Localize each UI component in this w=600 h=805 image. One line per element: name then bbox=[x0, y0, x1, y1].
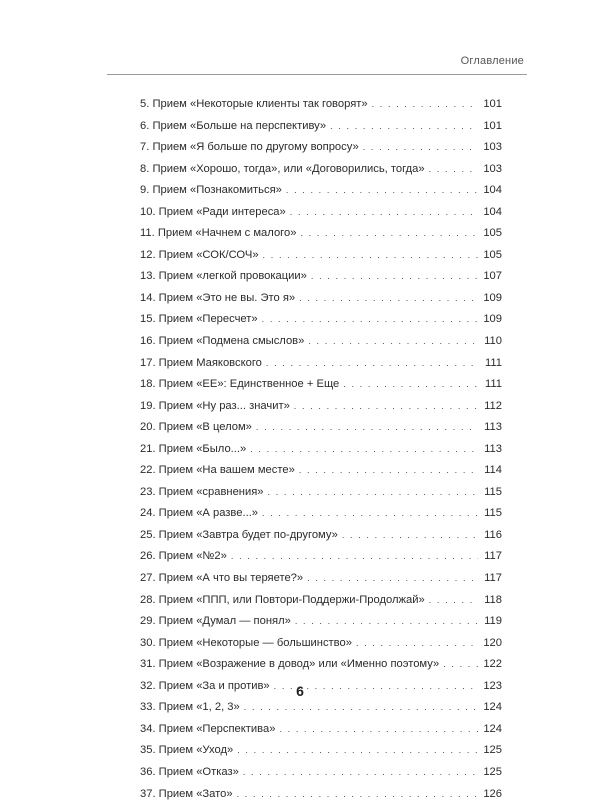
toc-entry-title: 34. Прием «Перспектива» bbox=[140, 719, 275, 741]
toc-entry bbox=[140, 503, 502, 525]
toc-entry-title: 36. Прием «Отказ» bbox=[140, 762, 239, 784]
toc-dot-leader bbox=[286, 180, 478, 202]
toc-entry-page: 115 bbox=[482, 482, 502, 504]
toc-entry-page: 105 bbox=[482, 245, 502, 267]
toc-entry-page: 109 bbox=[482, 288, 502, 310]
running-header-title: Оглавление bbox=[461, 55, 524, 67]
toc-dot-leader bbox=[299, 288, 478, 310]
toc-entry-page: 101 bbox=[482, 116, 502, 138]
toc-dot-leader bbox=[244, 697, 478, 719]
toc-entry bbox=[140, 374, 502, 396]
toc-dot-leader bbox=[372, 94, 478, 116]
toc-dot-leader bbox=[256, 417, 478, 439]
toc-entry bbox=[140, 460, 502, 482]
toc-entry-title: 21. Прием «Было...» bbox=[140, 439, 246, 461]
toc-dot-leader bbox=[250, 439, 478, 461]
toc-entry-page: 113 bbox=[482, 439, 502, 461]
toc-entry bbox=[140, 223, 502, 245]
toc-dot-leader bbox=[356, 633, 478, 655]
toc-dot-leader bbox=[308, 331, 478, 353]
toc-entry-page: 111 bbox=[482, 374, 502, 396]
toc-entry bbox=[140, 417, 502, 439]
toc-entry-page: 118 bbox=[482, 590, 502, 612]
toc-dot-leader bbox=[231, 546, 478, 568]
toc-entry bbox=[140, 546, 502, 568]
toc-entry-page: 103 bbox=[482, 159, 502, 181]
toc-entry-title: 35. Прием «Уход» bbox=[140, 740, 233, 762]
toc-entry-page: 123 bbox=[482, 676, 502, 698]
toc-entry-title: 37. Прием «Зато» bbox=[140, 784, 233, 805]
toc-entry bbox=[140, 137, 502, 159]
toc-entry bbox=[140, 94, 502, 116]
toc-entry bbox=[140, 762, 502, 784]
toc-entry-title: 6. Прием «Больше на перспективу» bbox=[140, 116, 326, 138]
toc-dot-leader bbox=[262, 503, 478, 525]
toc-entry-page: 109 bbox=[482, 309, 502, 331]
toc-entry-page: 125 bbox=[482, 740, 502, 762]
toc-entry-page: 112 bbox=[482, 396, 502, 418]
toc-entry-page: 110 bbox=[482, 331, 502, 353]
toc-entry bbox=[140, 288, 502, 310]
toc-entry-title: 26. Прием «№2» bbox=[140, 546, 227, 568]
toc-dot-leader bbox=[330, 116, 478, 138]
toc-entry-page: 119 bbox=[482, 611, 502, 633]
toc-entry-page: 124 bbox=[482, 719, 502, 741]
toc-entry-title: 8. Прием «Хорошо, тогда», или «Договорились, тогда» bbox=[140, 159, 425, 181]
toc-entry bbox=[140, 568, 502, 590]
toc-entry-title: 27. Прием «А что вы теряете?» bbox=[140, 568, 303, 590]
toc-entry bbox=[140, 331, 502, 353]
toc-entry bbox=[140, 439, 502, 461]
toc-entry-title: 19. Прием «Ну раз... значит» bbox=[140, 396, 290, 418]
toc-entry-title: 10. Прием «Ради интереса» bbox=[140, 202, 286, 224]
toc-entry-title: 11. Прием «Начнем с малого» bbox=[140, 223, 296, 245]
toc-entry-title: 5. Прием «Некоторые клиенты так говорят» bbox=[140, 94, 368, 116]
toc-entry bbox=[140, 697, 502, 719]
toc-entry-page: 104 bbox=[482, 202, 502, 224]
toc-entry-page: 107 bbox=[482, 266, 502, 288]
toc-dot-leader bbox=[279, 719, 478, 741]
toc-entry-title: 20. Прием «В целом» bbox=[140, 417, 252, 439]
toc-entry bbox=[140, 353, 502, 375]
toc-dot-leader bbox=[237, 784, 478, 805]
toc-entry bbox=[140, 245, 502, 267]
toc-dot-leader bbox=[343, 374, 478, 396]
toc-entry-title: 12. Прием «СОК/СОЧ» bbox=[140, 245, 259, 267]
toc-dot-leader bbox=[290, 202, 478, 224]
toc-entry bbox=[140, 180, 502, 202]
toc-dot-leader bbox=[300, 223, 478, 245]
toc-entry bbox=[140, 784, 502, 805]
toc-entry-title: 33. Прием «1, 2, 3» bbox=[140, 697, 240, 719]
toc-entry-title: 23. Прием «сравнения» bbox=[140, 482, 264, 504]
toc-entry bbox=[140, 719, 502, 741]
toc-entry-title: 16. Прием «Подмена смыслов» bbox=[140, 331, 304, 353]
toc-entry-page: 117 bbox=[482, 546, 502, 568]
toc-entry-title: 15. Прием «Пересчет» bbox=[140, 309, 258, 331]
toc-dot-leader bbox=[429, 590, 478, 612]
toc-entry-page: 122 bbox=[482, 654, 502, 676]
toc-entry bbox=[140, 266, 502, 288]
toc-entry-page: 101 bbox=[482, 94, 502, 116]
toc-entry-title: 9. Прием «Познакомиться» bbox=[140, 180, 282, 202]
toc-entry-page: 114 bbox=[482, 460, 502, 482]
toc-entry bbox=[140, 482, 502, 504]
toc-entry bbox=[140, 633, 502, 655]
toc-entry bbox=[140, 611, 502, 633]
toc-entry bbox=[140, 202, 502, 224]
toc-dot-leader bbox=[237, 740, 478, 762]
toc-entry-page: 117 bbox=[482, 568, 502, 590]
toc-dot-leader bbox=[311, 266, 478, 288]
toc-dot-leader bbox=[295, 611, 478, 633]
toc-entry-page: 103 bbox=[482, 137, 502, 159]
toc-dot-leader bbox=[299, 460, 478, 482]
toc-dot-leader bbox=[429, 159, 478, 181]
toc-entry-title: 13. Прием «легкой провокации» bbox=[140, 266, 307, 288]
toc-entry-title: 17. Прием Маяковского bbox=[140, 353, 262, 375]
toc-entry-page: 116 bbox=[482, 525, 502, 547]
toc-entry-title: 28. Прием «ППП, или Повтори-Поддержи-Продолжай» bbox=[140, 590, 425, 612]
toc-entry bbox=[140, 525, 502, 547]
toc-dot-leader bbox=[262, 309, 478, 331]
toc-entry-title: 18. Прием «ЕЕ»: Единственное + Еще bbox=[140, 374, 339, 396]
toc-entry bbox=[140, 116, 502, 138]
toc-entry-page: 125 bbox=[482, 762, 502, 784]
toc-entry bbox=[140, 590, 502, 612]
toc-entry-title: 29. Прием «Думал — понял» bbox=[140, 611, 291, 633]
header-rule bbox=[107, 74, 527, 75]
toc-entry-page: 113 bbox=[482, 417, 502, 439]
toc-entry-title: 24. Прием «А разве...» bbox=[140, 503, 258, 525]
toc-entry-page: 104 bbox=[482, 180, 502, 202]
page-number: 6 bbox=[0, 683, 600, 699]
toc-dot-leader bbox=[342, 525, 478, 547]
toc-entry bbox=[140, 309, 502, 331]
toc-entry-page: 115 bbox=[482, 503, 502, 525]
toc-entry-page: 111 bbox=[482, 353, 502, 375]
toc-dot-leader bbox=[268, 482, 478, 504]
toc-dot-leader bbox=[263, 245, 478, 267]
toc-entry-title: 14. Прием «Это не вы. Это я» bbox=[140, 288, 295, 310]
toc-entry-title: 22. Прием «На вашем месте» bbox=[140, 460, 295, 482]
toc-entry-title: 32. Прием «За и против» bbox=[140, 676, 270, 698]
toc-dot-leader bbox=[294, 396, 478, 418]
toc-entry bbox=[140, 654, 502, 676]
toc-entry-title: 30. Прием «Некоторые — большинство» bbox=[140, 633, 352, 655]
toc-entry-title: 31. Прием «Возражение в довод» или «Именно поэтому» bbox=[140, 654, 439, 676]
toc-dot-leader bbox=[243, 762, 478, 784]
toc-dot-leader bbox=[307, 568, 478, 590]
toc-dot-leader bbox=[266, 353, 478, 375]
toc-entry-title: 7. Прием «Я больше по другому вопросу» bbox=[140, 137, 359, 159]
toc-dot-leader bbox=[443, 654, 478, 676]
toc-entry-page: 120 bbox=[482, 633, 502, 655]
toc-entry-title: 25. Прием «Завтра будет по-другому» bbox=[140, 525, 338, 547]
toc-entry bbox=[140, 396, 502, 418]
toc-entry-page: 105 bbox=[482, 223, 502, 245]
toc-dot-leader bbox=[363, 137, 478, 159]
toc-entry bbox=[140, 740, 502, 762]
toc-entry-page: 124 bbox=[482, 697, 502, 719]
toc-entry-page: 126 bbox=[482, 784, 502, 805]
toc-entry bbox=[140, 159, 502, 181]
